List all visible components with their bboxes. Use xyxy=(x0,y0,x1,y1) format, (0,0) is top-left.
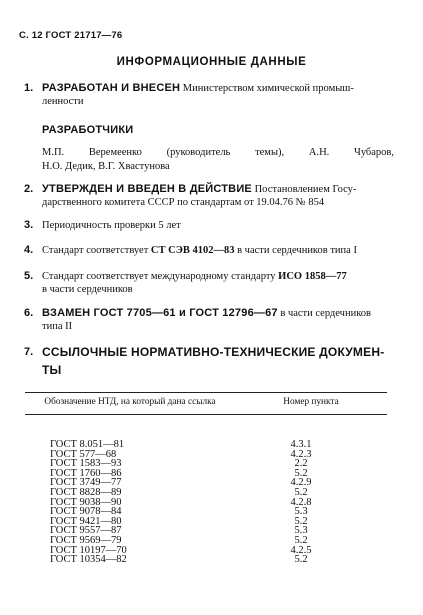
developers-list xyxy=(42,146,394,174)
document-cell: ГОСТ 10197—70 xyxy=(50,544,127,556)
table-header-row xyxy=(25,393,387,415)
item-number: 5. xyxy=(24,270,34,282)
table-row xyxy=(25,555,387,565)
clause-cell: 5.2 xyxy=(294,534,308,546)
item-number: 2. xyxy=(24,183,34,195)
item-text: Стандарт соответствует международному стандарту xyxy=(42,271,279,282)
item-heading-continued: ТЫ xyxy=(42,363,62,377)
item-references xyxy=(24,344,399,380)
page-header: С. 12 ГОСТ 21717—76 xyxy=(19,30,123,41)
developers-line xyxy=(42,146,394,160)
developer-role: (руководитель xyxy=(166,147,231,158)
item-text: Постановлением Госу- xyxy=(251,184,357,195)
item-number: 1. xyxy=(24,82,34,94)
item-approved xyxy=(24,183,399,209)
document-cell: ГОСТ 3749—77 xyxy=(50,477,122,489)
item-text-continued: ленности xyxy=(42,96,84,107)
item-number: 7. xyxy=(24,346,34,358)
item-cmea-conformity xyxy=(24,244,399,257)
item-number: 6. xyxy=(24,307,34,319)
item-number: 3. xyxy=(24,219,34,231)
item-replaces xyxy=(24,307,399,333)
page-title: ИНФОРМАЦИОННЫЕ ДАННЫЕ xyxy=(116,56,307,68)
clause-cell: 4.2.8 xyxy=(290,496,312,508)
developers-line: Н.О. Дедик, В.Г. Хвастунова xyxy=(42,161,170,172)
item-developed xyxy=(24,82,399,108)
standard-ref: ИСО 1858—77 xyxy=(278,271,347,282)
references-table xyxy=(25,392,387,565)
document-cell: ГОСТ 9078—84 xyxy=(50,506,122,518)
item-heading: УТВЕРЖДЕН И ВВЕДЕН В ДЕЙСТВИЕ xyxy=(42,183,252,195)
column-header-clause: Номер пункта xyxy=(235,393,387,415)
document-cell: ГОСТ 8.051—81 xyxy=(50,439,125,450)
item-text-continued: дарственного комитета СССР по стандартам от 19.04.76 № 854 xyxy=(42,197,325,208)
document-cell: ГОСТ 9421—80 xyxy=(50,515,122,527)
clause-cell: 5.3 xyxy=(294,525,308,537)
document-cell: ГОСТ 10354—82 xyxy=(50,554,127,566)
document-cell: ГОСТ 8828—89 xyxy=(50,486,122,498)
clause-cell: 5.2 xyxy=(294,486,308,498)
item-number: 4. xyxy=(24,244,34,256)
item-text-continued: типа II xyxy=(42,321,73,332)
clause-cell: 4.2.9 xyxy=(290,477,312,489)
table-row xyxy=(25,415,387,450)
developer-name: М.П. Веремеенко xyxy=(42,147,142,158)
item-text: в части сердечников типа I xyxy=(234,245,357,256)
item-review-period xyxy=(24,219,399,232)
item-text: Периодичность проверки 5 лет xyxy=(42,220,181,231)
column-header-document: Обозначение НТД, на который дана ссылка xyxy=(25,393,235,415)
item-heading: ВЗАМЕН ГОСТ 7705—61 и ГОСТ 12796—67 xyxy=(42,307,278,319)
document-cell: ГОСТ 9557—87 xyxy=(50,525,122,537)
document-cell: ГОСТ 9569—79 xyxy=(50,534,122,546)
clause-cell: 4.3.1 xyxy=(290,439,312,450)
clause-cell: 5.2 xyxy=(294,467,308,479)
item-iso-conformity xyxy=(24,270,399,296)
item-heading: ССЫЛОЧНЫЕ НОРМАТИВНО-ТЕХНИЧЕСКИЕ ДОКУМЕН- xyxy=(42,345,385,359)
document-cell: ГОСТ 9038—90 xyxy=(50,496,122,508)
clause-cell: 5.2 xyxy=(294,554,308,566)
item-text: в части сердечников xyxy=(277,308,371,319)
item-text: Стандарт соответствует xyxy=(42,245,151,256)
clause-cell: 5.3 xyxy=(294,506,308,518)
clause-cell: 5.2 xyxy=(294,515,308,527)
developer-role-cont: темы), xyxy=(255,147,285,158)
document-cell: ГОСТ 1760—86 xyxy=(50,467,122,479)
developers-heading: РАЗРАБОТЧИКИ xyxy=(42,124,134,136)
developer-name: А.Н. Чубаров, xyxy=(308,147,395,158)
document-cell: ГОСТ 577—68 xyxy=(50,448,117,460)
item-text-continued: в части сердечников xyxy=(42,284,133,295)
document-cell: ГОСТ 1583—93 xyxy=(50,458,122,470)
item-text: Министерством химической промыш- xyxy=(180,83,354,94)
standard-ref: СТ СЭВ 4102—83 xyxy=(150,245,235,256)
item-heading: РАЗРАБОТАН И ВНЕСЕН xyxy=(42,82,181,94)
clause-cell: 4.2.5 xyxy=(290,544,312,556)
clause-cell: 2.2 xyxy=(294,458,308,470)
clause-cell: 4.2.3 xyxy=(290,448,312,460)
